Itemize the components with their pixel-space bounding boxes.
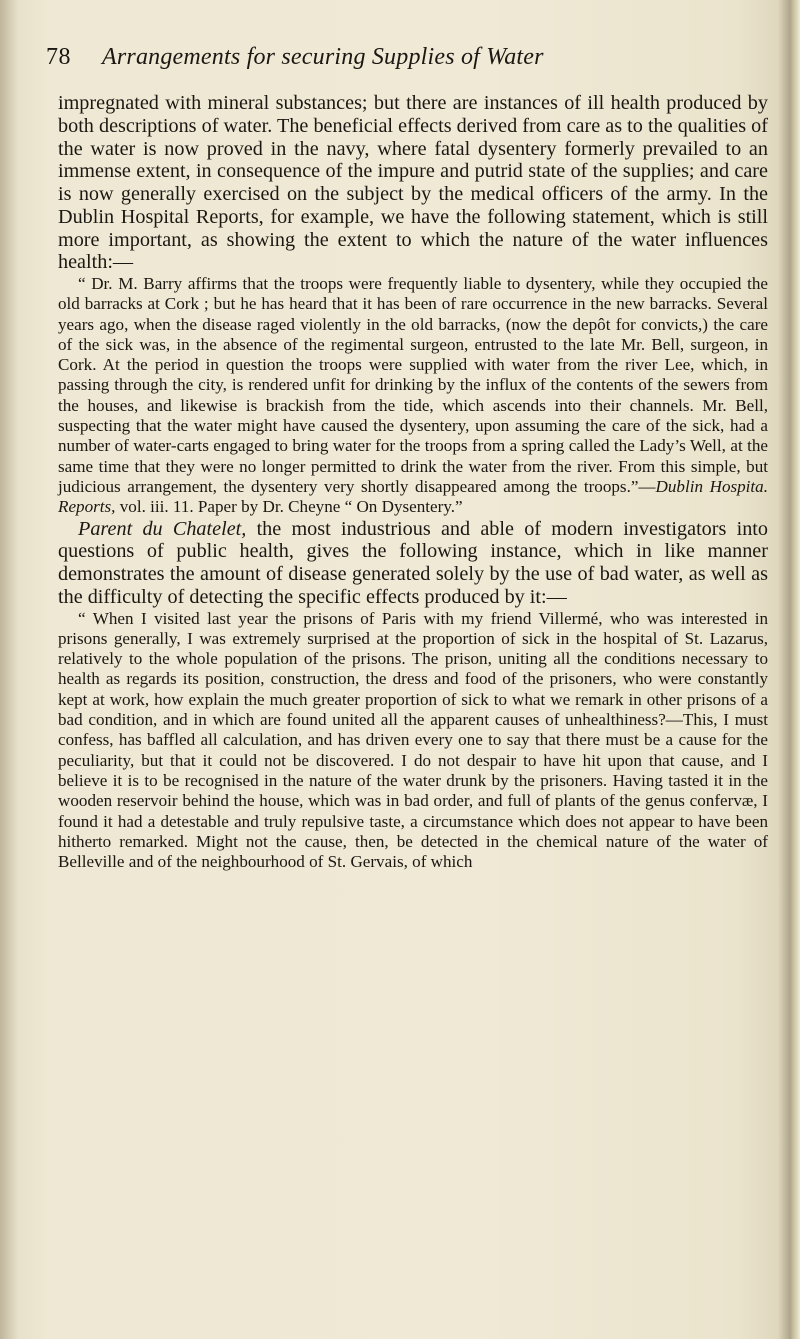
page-body (58, 92, 768, 872)
page-header (46, 44, 766, 78)
paragraph-intro: impregnated with mineral substances; but there are instances of ill health produced by both descriptions of water. The beneficial effects derived from care as to the qualities of the water is now proved in the navy, where fatal dysentery formerly prevailed to an immense extent, in consequence of the impure and putrid state of the supplies; and care is now generally exercised on the subject by the medical officers of the army. In the Dublin Hospital Reports, for example, we have the following statement, which is still more important, as showing the extent to which the nature of the water influences health:— (58, 92, 768, 274)
page-number: 78 (46, 44, 71, 70)
page-edge (778, 0, 800, 1339)
quote-paris-prisons: “ When I visited last year the prisons of Paris with my friend Villermé, who was interested in prisons generally, I was extremely surprised at the proportion of sick in the hospital of St. Lazarus, relatively to the whole population of the prisons. The prison, uniting all the conditions necessary to health as regards its position, construction, the dress and food of the prisoners, who were constantly kept at work, how explain the much greater proportion of sick to what we remark in other prisons of a bad condition, and in which are found united all the apparent causes of unhealthiness?—This, I must confess, has baffled all calculation, and has driven every one to say that there must be a cause for the peculiarity, but that it could not be discovered. I do not despair to have hit upon that cause, and I believe it is to be recognised in the nature of the water drunk by the prisoners. Having tasted it in the wooden reservoir behind the house, which was in bad order, and full of plants of the genus confervæ, I found it had a detestable and truly repulsive taste, a circumstance which does not appear to have been hitherto remarked. Might not the cause, then, be detected in the chemical nature of the water of Belleville and of the neighbourhood of St. Gervais, of which (58, 608, 768, 872)
paragraph-parent-text: the most industrious and able of modern investigators into questions of public health, gives the following instance, which in like manner demonstrates the amount of disease generated solely by the use of bad water, as well as the difficulty of detecting the specific effects produced by it:— (58, 517, 769, 608)
citation-details: vol. iii. 11. Paper by Dr. Cheyne “ On Dysentery.” (115, 497, 463, 517)
citation-source: Dublin Hospita. (655, 476, 769, 496)
quote-dublin-reports (58, 274, 768, 518)
citation-source-cont: Reports, (58, 497, 116, 517)
running-title: Arrangements for securing Supplies of Water (102, 44, 544, 70)
quote-dublin-text: “ Dr. M. Barry affirms that the troops were frequently liable to dysentery, while they occupied the old barracks at Cork ; but he has heard that it has been of rare occurrence in the new barracks. Several years ago, when the disease raged violently in the old barracks, (now the depôt for convicts,) the care of the sick was, in the absence of the regimental surgeon, entrusted to the late Mr. Bell, surgeon, in Cork. At the period in question the troops were supplied with water from the river Lee, which, in passing through the city, is rendered unfit for drinking by the influx of the contents of the sewers from the houses, and likewise is brackish from the tide, which ascends into their channels. Mr. Bell, suspecting that the water might have caused the dysentery, upon assuming the care of the sick, had a number of water-carts engaged to bring water for the troops from a spring called the Lady’s Well, at the same time that they were no longer permitted to drink the water from the river. From this simple, but judicious arrangement, the dysentery very shortly disappeared among the troops.”— (58, 274, 768, 496)
gutter-shadow (0, 0, 18, 1339)
author-name: Parent du Chatelet, (78, 517, 247, 540)
paragraph-parent-du-chatelet (58, 518, 768, 609)
